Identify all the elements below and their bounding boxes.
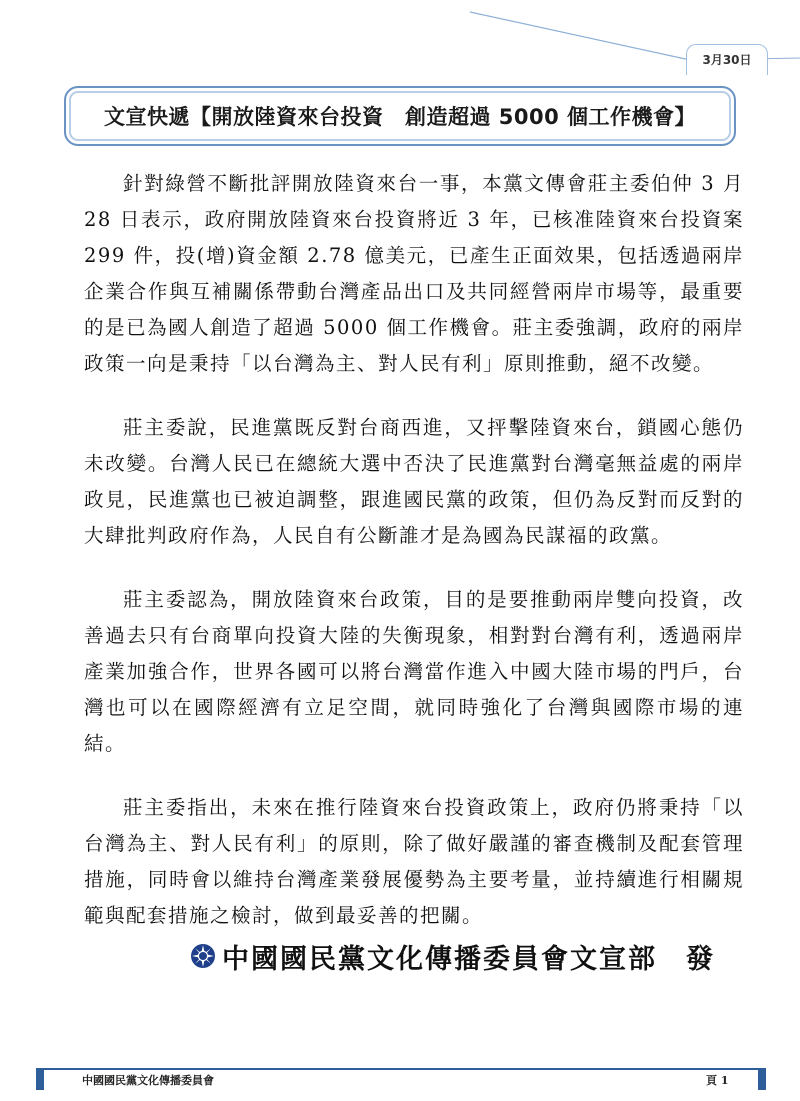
article-body bbox=[84, 166, 744, 962]
headline-box bbox=[64, 86, 736, 146]
signature-text: 中國國民黨文化傳播委員會文宣部 發 bbox=[222, 943, 715, 975]
headline-title: 文宣快遞【開放陸資來台投資 創造超過 5000 個工作機會】 bbox=[103, 105, 697, 129]
footer-right-marker bbox=[758, 1068, 766, 1090]
header-decoration bbox=[0, 0, 800, 80]
page-number: 頁 1 bbox=[706, 1074, 729, 1087]
footer-left-marker bbox=[36, 1068, 44, 1090]
paragraph: 莊主委指出，未來在推行陸資來台投資政策上，政府仍將秉持「以台灣為主、對人民有利」的原則，除了做好嚴謹的審查機制及配套管理措施，同時會以維持台灣產業發展優勢為主要考量，並持續進行相關規範與配套措施之檢討，做到最妥善的把關。 bbox=[84, 796, 744, 927]
paragraph: 莊主委認為，開放陸資來台政策，目的是要推動兩岸雙向投資，改善過去只有台商單向投資大陸的失衡現象，相對對台灣有利，透過兩岸產業加強合作，世界各國可以將台灣當作進入中國大陸市場的門戶，台灣也可以在國際經濟有立足空間，就同時強化了台灣與國際市場的連結。 bbox=[84, 588, 744, 755]
date-label: 3月30日 bbox=[686, 44, 768, 75]
signature-line bbox=[190, 936, 750, 976]
paragraph: 莊主委說，民進黨既反對台商西進，又抨擊陸資來台，鎖國心態仍未改變。台灣人民已在總統大選中否決了民進黨對台灣毫無益處的兩岸政見，民進黨也已被迫調整，跟進國民黨的政策，但仍為反對而反對的大肆批判政府作為，人民自有公斷誰才是為國為民謀福的政黨。 bbox=[84, 416, 744, 547]
paragraph: 針對綠營不斷批評開放陸資來台一事，本黨文傳會莊主委伯仲 3 月 28 日表示，政府開放陸資來台投資將近 3 年，已核准陸資來台投資案 299 件，投(增)資金額 2.78 億美元，已產生正面效果，包括透過兩岸企業合作與互補關係帶動台灣產品出口及共同經營兩岸市場等，最重要的是已為國人創造了超過 5000 個工作機會。莊主委強調，政府的兩岸政策一向是秉持「以台灣為主、對人民有利」原則推動，絕不改變。 bbox=[84, 172, 744, 375]
kmt-emblem-icon bbox=[190, 943, 216, 969]
footer-organization: 中國國民黨文化傳播委員會 bbox=[82, 1074, 214, 1087]
